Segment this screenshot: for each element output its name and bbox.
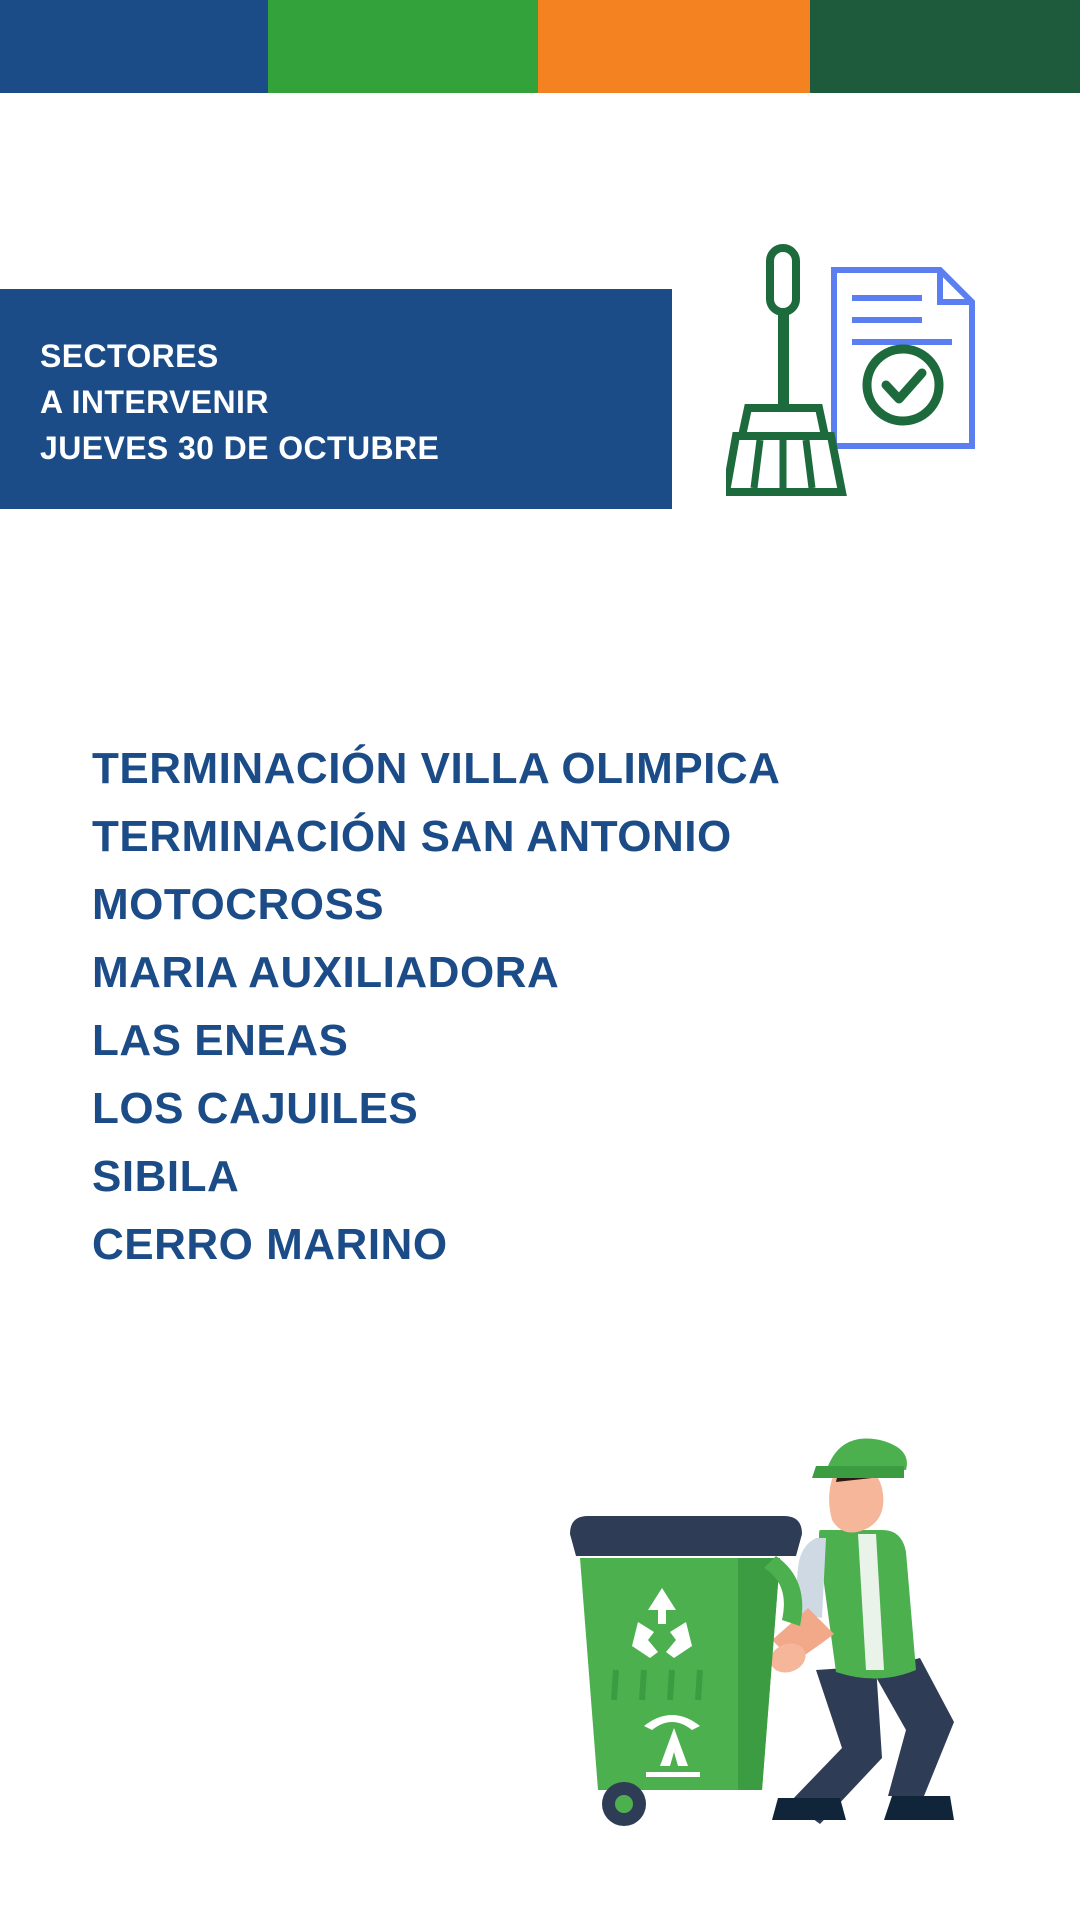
color-segment-dark-green [810, 0, 1080, 93]
list-item: CERRO MARINO [92, 1220, 448, 1269]
list-item: TERMINACIÓN VILLA OLIMPICA [92, 744, 781, 793]
sectors-list [92, 735, 992, 1279]
sanitation-worker-pushing-bin-icon [520, 1370, 1010, 1850]
color-segment-green [268, 0, 538, 93]
list-item: SIBILA [92, 1152, 240, 1201]
list-item: MARIA AUXILIADORA [92, 948, 560, 997]
list-item: LOS CAJUILES [92, 1084, 419, 1133]
title-line-2: A INTERVENIR [40, 384, 269, 420]
title-line-3: JUEVES 30 DE OCTUBRE [40, 430, 440, 466]
list-item: TERMINACIÓN SAN ANTONIO [92, 812, 732, 861]
top-color-bar [0, 0, 1080, 93]
title-block [0, 289, 672, 509]
color-segment-orange [538, 0, 810, 93]
broom-and-checked-document-icon [726, 240, 1010, 560]
title-line-1: SECTORES [40, 338, 219, 374]
color-segment-blue [0, 0, 268, 93]
list-item: MOTOCROSS [92, 880, 385, 929]
list-item: LAS ENEAS [92, 1016, 349, 1065]
